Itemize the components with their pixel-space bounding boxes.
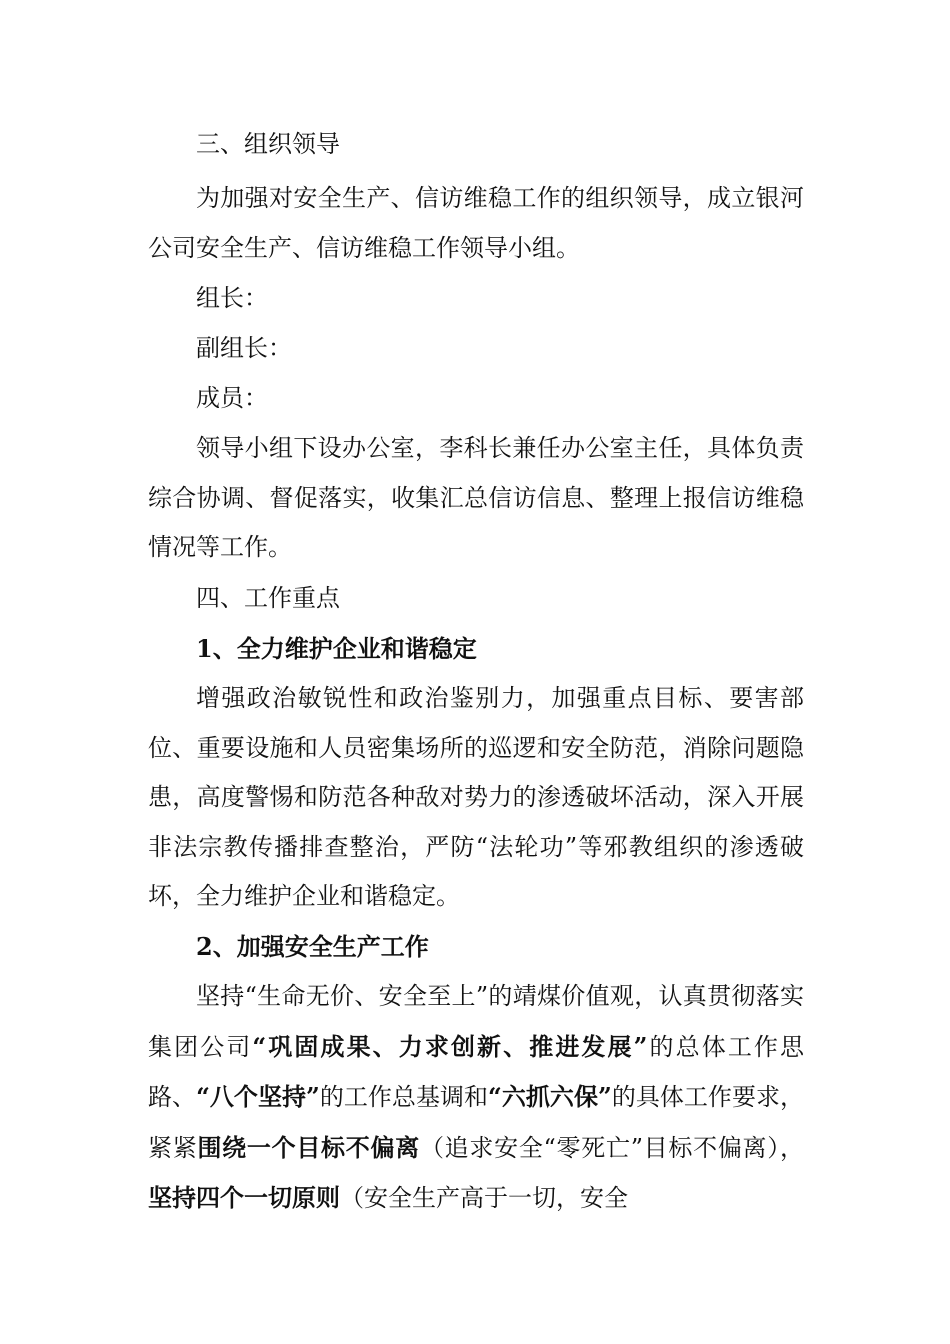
section-3-paragraph-1: 为加强对安全生产、信访维稳工作的组织领导，成立银河公司安全生产、信访维稳工作领导小组。 (148, 184, 804, 262)
item-2-body (148, 972, 804, 1224)
section-4-title: 四、工作重点 (196, 584, 340, 612)
section-3-paragraph-2: 领导小组下设办公室，李科长兼任办公室主任，具体负责综合协调、督促落实，收集汇总信访信息、整理上报信访维稳情况等工作。 (148, 434, 804, 561)
item-2-bold-2: “八个坚持” (196, 1082, 320, 1111)
item-2-title: 2、加强安全生产工作 (196, 932, 429, 961)
item-2-text-5: （追求安全“零死亡”目标不偏离）， (419, 1133, 805, 1162)
item-2-text-1: 坚持“生命无价、安全至上”的靖煤价值观，认真贯彻落实集团公司 (148, 982, 804, 1061)
item-2-bold-3: “六抓六保” (488, 1082, 612, 1111)
item-2-text-4: 的具体工作要求，紧紧 (148, 1083, 805, 1162)
leader-label: 组长： (196, 284, 268, 312)
item-2-bold-1: “巩固成果、力求创新、推进发展” (252, 1031, 648, 1061)
members-label: 成员： (196, 384, 268, 412)
item-2-text-3: 的工作总基调和 (319, 1083, 489, 1111)
item-2-bold-5: 坚持四个一切原则 (148, 1183, 340, 1212)
item-1-body: 增强政治敏锐性和政治鉴别力，加强重点目标、要害部位、重要设施和人员密集场所的巡逻和安全防范，消除问题隐患，高度警惕和防范各种敌对势力的渗透破坏活动，深入开展非法宗教传播排查整治，严防“法轮功”等邪教组织的渗透破坏，全力维护企业和谐稳定。 (148, 684, 804, 910)
item-2-bold-4: 围绕一个目标不偏离 (197, 1132, 420, 1162)
item-1-title: 1、全力维护企业和谐稳定 (196, 634, 477, 663)
item-2-text-2: 的总体工作思路、 (148, 1032, 805, 1111)
section-3-title: 三、组织领导 (196, 130, 340, 158)
item-2-text-6: （安全生产高于一切，安全 (340, 1184, 628, 1212)
deputy-leader-label: 副组长： (196, 334, 292, 362)
